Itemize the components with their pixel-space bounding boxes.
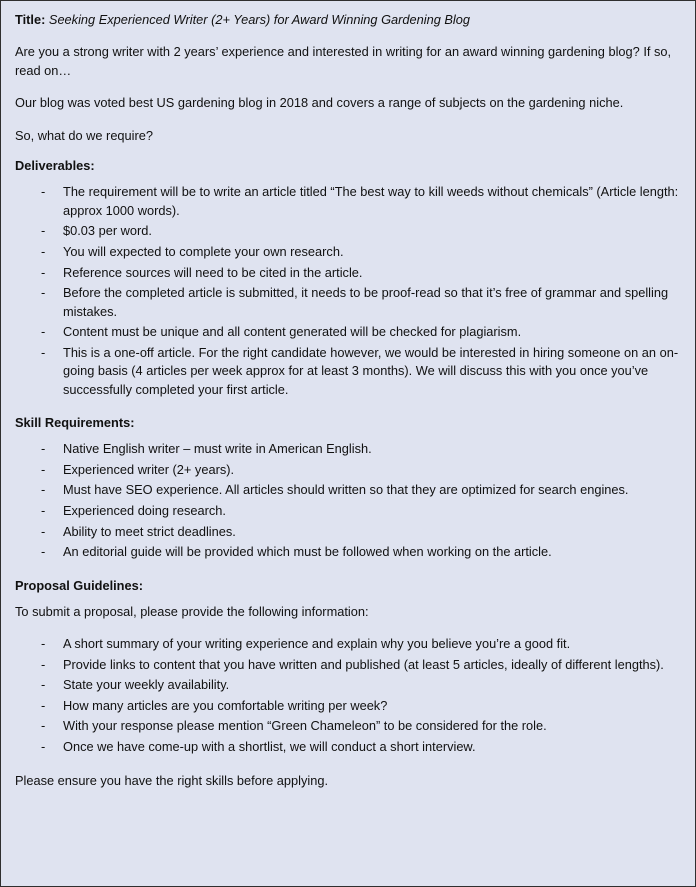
- intro-paragraph-3: So, what do we require?: [15, 127, 154, 143]
- list-item: - Reference sources will need to be cited in the article.: [41, 264, 681, 283]
- skill-requirements-list: [15, 440, 681, 561]
- deliverables-list: [15, 183, 681, 399]
- title-text: Seeking Experienced Writer (2+ Years) for Award Winning Gardening Blog: [48, 12, 471, 27]
- section-heading: Proposal Guidelines:: [15, 577, 143, 593]
- list-item: - An editorial guide will be provided which must be followed when working on the article.: [41, 543, 681, 562]
- list-item: - Provide links to content that you have written and published (at least 5 articles, ideally of different lengths).: [41, 656, 681, 675]
- list-item: - Experienced doing research.: [41, 502, 681, 521]
- list-item: - State your weekly availability.: [41, 676, 681, 695]
- list-item: - Must have SEO experience. All articles should written so that they are optimized for search engines.: [41, 481, 681, 500]
- list-item: - Once we have come-up with a shortlist, we will conduct a short interview.: [41, 738, 681, 757]
- list-item: - With your response please mention “Green Chameleon” to be considered for the role.: [41, 717, 681, 736]
- closing-paragraph: Please ensure you have the right skills before applying.: [15, 773, 328, 789]
- proposal-guidelines-list: [15, 635, 681, 756]
- list-item: - You will expected to complete your own research.: [41, 243, 681, 262]
- section-heading: Skill Requirements:: [15, 415, 135, 431]
- list-item: - A short summary of your writing experience and explain why you believe you’re a good fit.: [41, 635, 681, 654]
- section-deliverables: [15, 158, 681, 399]
- list-item: - Native English writer – must write in American English.: [41, 440, 681, 459]
- list-item: - The requirement will be to write an article titled “The best way to kill weeds without chemicals” (Article length: approx 1000 words).: [41, 183, 681, 220]
- list-item: - $0.03 per word.: [41, 222, 681, 241]
- list-item: - This is a one-off article. For the right candidate however, we would be interested in hiring someone on an on-going basis (4 articles per week approx for at least 3 months). We will discuss this with you once you’ve successfully completed your first article.: [41, 344, 681, 400]
- intro-paragraph-1: Are you a strong writer with 2 years’ experience and interested in writing for an award winning gardening blog? If so, read on…: [15, 44, 672, 78]
- list-item: - Ability to meet strict deadlines.: [41, 523, 681, 542]
- list-item: - Experienced writer (2+ years).: [41, 461, 681, 480]
- title-label: Title:: [15, 12, 46, 27]
- section-proposal-guidelines: [15, 578, 681, 757]
- list-item: - How many articles are you comfortable writing per week?: [41, 697, 681, 716]
- section-heading: Deliverables:: [15, 158, 95, 174]
- list-item: - Content must be unique and all content generated will be checked for plagiarism.: [41, 323, 681, 342]
- section-skill-requirements: [15, 415, 681, 561]
- intro-paragraph-2: Our blog was voted best US gardening blog in 2018 and covers a range of subjects on the gardening niche.: [15, 95, 624, 111]
- list-item: - Before the completed article is submitted, it needs to be proof-read so that it’s free of grammar and spelling mistakes.: [41, 284, 681, 321]
- proposal-lead-text: To submit a proposal, please provide the following information:: [15, 603, 369, 619]
- document-title: [15, 11, 681, 29]
